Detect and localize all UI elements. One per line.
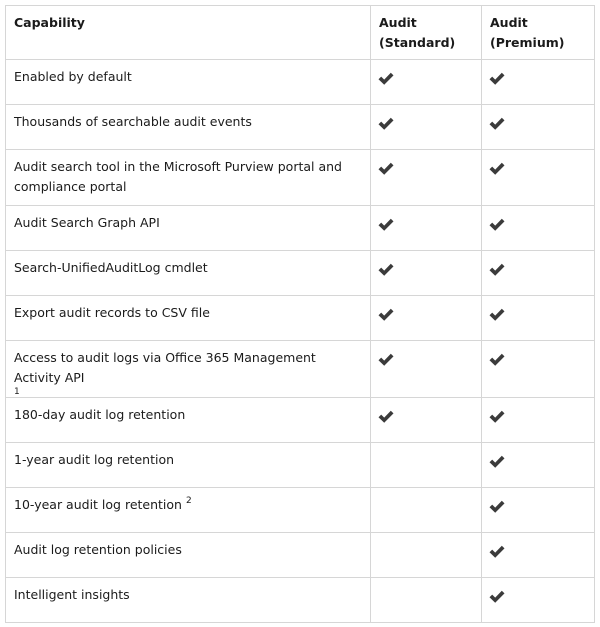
capability-cell: [6, 443, 371, 488]
table-row: [6, 296, 595, 341]
capability-label: Export audit records to CSV file: [14, 305, 210, 320]
table-row: [6, 533, 595, 578]
capability-label: 1-year audit log retention: [14, 452, 175, 467]
premium-cell: [482, 398, 595, 443]
capability-comparison-table: [5, 5, 595, 623]
standard-cell: [371, 533, 482, 578]
capability-cell: [6, 296, 371, 341]
header-premium-line2: (Premium): [490, 35, 565, 50]
checkmark-icon: [488, 71, 506, 87]
capability-label: Intelligent insights: [14, 587, 130, 602]
premium-cell: [482, 341, 595, 398]
standard-cell: [371, 60, 482, 105]
standard-cell: [371, 341, 482, 398]
footnote-marker: 2: [185, 495, 192, 506]
header-standard-line1: Audit: [379, 15, 417, 30]
premium-cell: [482, 488, 595, 533]
standard-cell: [371, 443, 482, 488]
premium-cell: [482, 150, 595, 206]
capability-label: Enabled by default: [14, 69, 132, 84]
table-row: [6, 251, 595, 296]
checkmark-icon: [488, 499, 506, 515]
checkmark-icon: [377, 116, 395, 132]
table-row: [6, 105, 595, 150]
header-audit-standard: [371, 6, 482, 60]
standard-cell: [371, 488, 482, 533]
premium-cell: [482, 60, 595, 105]
capability-cell: [6, 341, 371, 398]
checkmark-icon: [488, 409, 506, 425]
capability-cell: [6, 206, 371, 251]
capability-cell: [6, 105, 371, 150]
table-row: [6, 443, 595, 488]
capability-cell: [6, 251, 371, 296]
capability-cell: [6, 488, 371, 533]
table-row: [6, 578, 595, 623]
capability-label: Audit log retention policies: [14, 542, 182, 557]
table-row: [6, 206, 595, 251]
capability-label: Access to audit logs via Office 365 Management Activity API: [14, 350, 316, 385]
checkmark-icon: [377, 409, 395, 425]
standard-cell: [371, 206, 482, 251]
premium-cell: [482, 251, 595, 296]
capability-label: Audit Search Graph API: [14, 215, 160, 230]
table-row: [6, 60, 595, 105]
footnote-marker: 1: [14, 387, 20, 397]
checkmark-icon: [377, 71, 395, 87]
capability-cell: [6, 150, 371, 206]
capability-cell: [6, 578, 371, 623]
capability-cell: [6, 533, 371, 578]
checkmark-icon: [488, 262, 506, 278]
checkmark-icon: [377, 262, 395, 278]
premium-cell: [482, 105, 595, 150]
premium-cell: [482, 578, 595, 623]
premium-cell: [482, 443, 595, 488]
checkmark-icon: [488, 589, 506, 605]
table-header-row: [6, 6, 595, 60]
header-capability: [6, 6, 371, 60]
header-premium-line1: Audit: [490, 15, 528, 30]
capability-label-line2: compliance portal: [14, 179, 127, 194]
premium-cell: [482, 296, 595, 341]
premium-cell: [482, 533, 595, 578]
capability-label: 180-day audit log retention: [14, 407, 186, 422]
premium-cell: [482, 206, 595, 251]
standard-cell: [371, 105, 482, 150]
checkmark-icon: [377, 307, 395, 323]
checkmark-icon: [488, 544, 506, 560]
capability-cell: [6, 398, 371, 443]
header-capability-label: Capability: [14, 15, 85, 30]
checkmark-icon: [488, 116, 506, 132]
capability-label: Thousands of searchable audit events: [14, 114, 252, 129]
checkmark-icon: [488, 217, 506, 233]
table-row: [6, 398, 595, 443]
table-row: [6, 341, 595, 398]
header-standard-line2: (Standard): [379, 35, 456, 50]
checkmark-icon: [488, 307, 506, 323]
capability-label: Search-UnifiedAuditLog cmdlet: [14, 260, 208, 275]
table-row: [6, 488, 595, 533]
capability-label-line1: Audit search tool in the Microsoft Purview portal and: [14, 159, 342, 174]
standard-cell: [371, 578, 482, 623]
capability-cell: [6, 60, 371, 105]
standard-cell: [371, 296, 482, 341]
standard-cell: [371, 398, 482, 443]
capability-label: 10-year audit log retention: [14, 497, 182, 512]
standard-cell: [371, 251, 482, 296]
standard-cell: [371, 150, 482, 206]
checkmark-icon: [488, 454, 506, 470]
checkmark-icon: [377, 161, 395, 177]
checkmark-icon: [488, 352, 506, 368]
header-audit-premium: [482, 6, 595, 60]
checkmark-icon: [488, 161, 506, 177]
checkmark-icon: [377, 217, 395, 233]
table-row: [6, 150, 595, 206]
checkmark-icon: [377, 352, 395, 368]
